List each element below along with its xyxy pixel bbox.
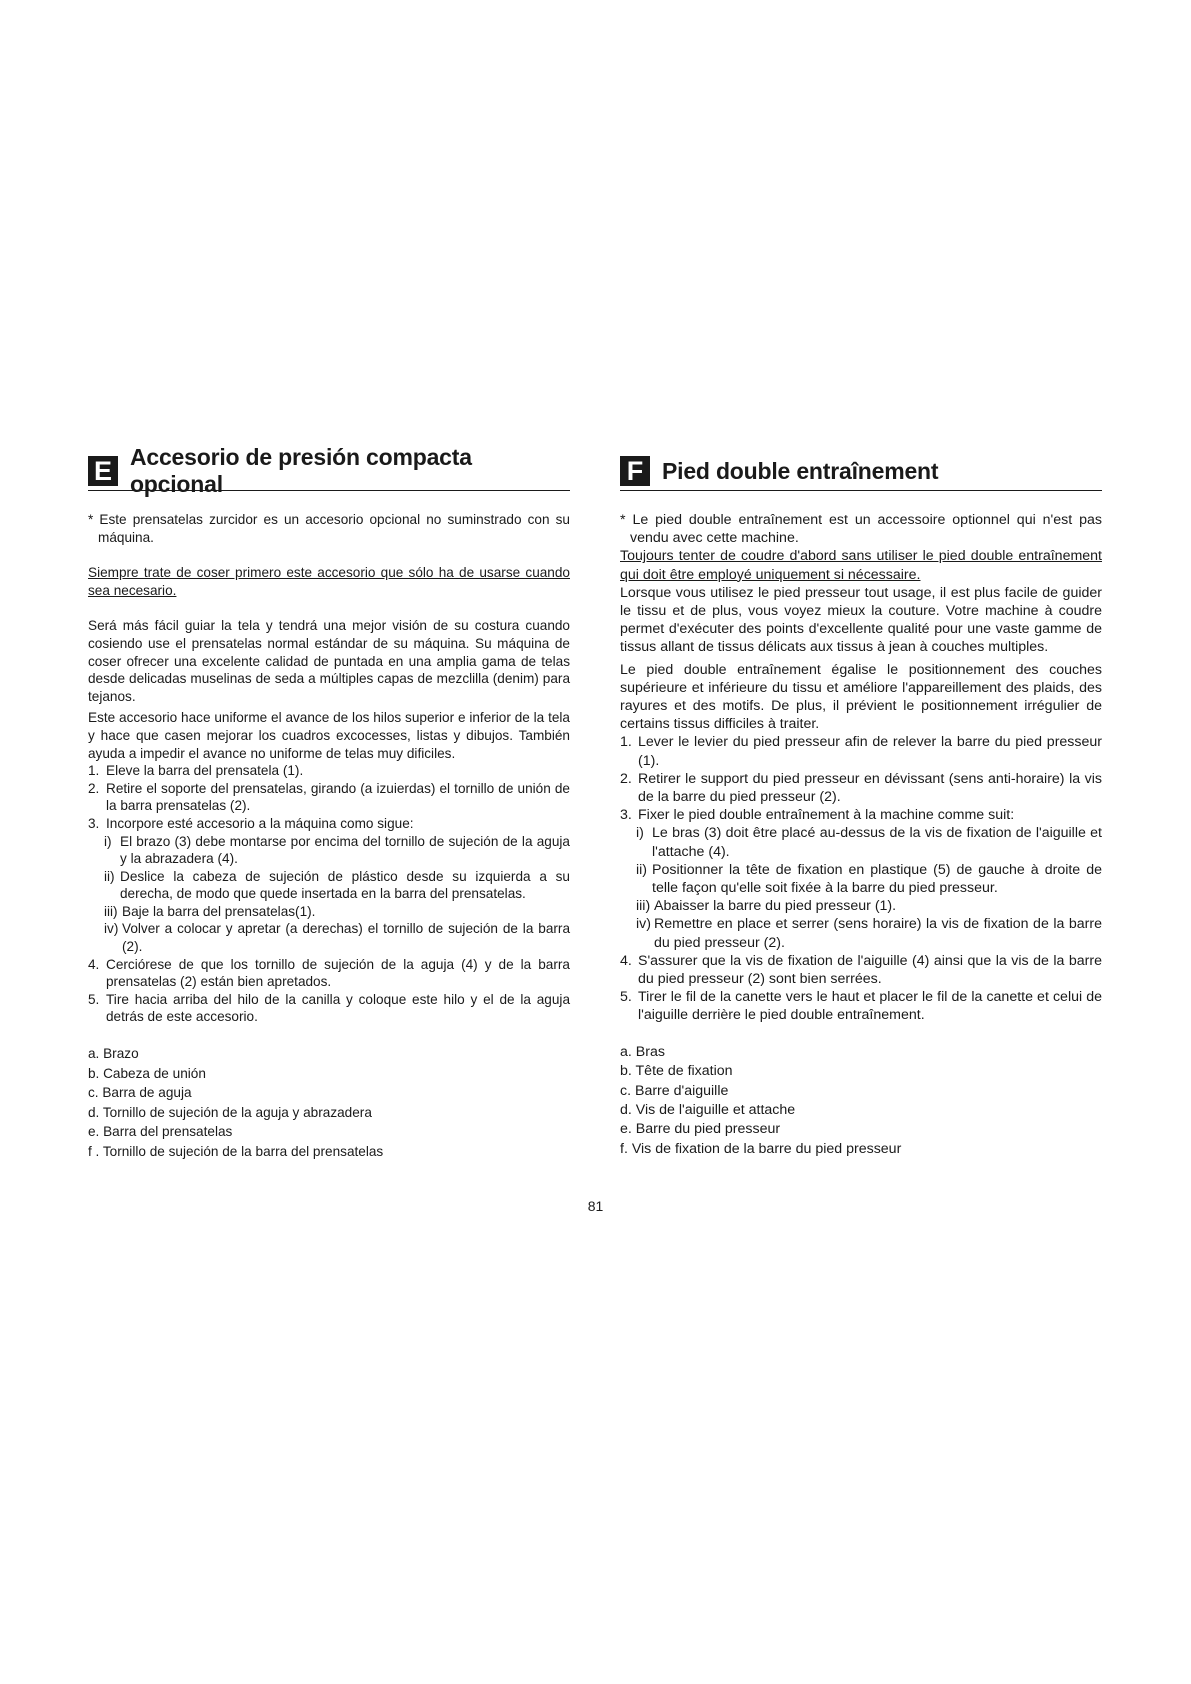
sub-list-item: iii) Baje la barra del prensatelas(1). (104, 903, 316, 919)
section-title: Accesorio de presión compacta opcional (129, 444, 472, 497)
list-item: 5. Tire hacia arriba del hilo de la canilla y coloque este hilo y el de la aguja detrás de este accesorio. (88, 991, 570, 1025)
list-item: 1. Lever le levier du pied presseur afin de relever la barre du pied presseur (1). (620, 734, 1102, 769)
legend-item: f . Tornillo de sujeción de la barra del prensatelas (88, 1144, 384, 1159)
legend-item: d. Vis de l'aiguille et attache (620, 1101, 796, 1118)
section-header (88, 444, 570, 497)
sub-list-item: iv) Remettre en place et serrer (sens horaire) la vis de fixation de la barre du pied presseur (2). (636, 916, 1102, 951)
legend-item: f. Vis de fixation de la barre du pied presseur (620, 1140, 902, 1157)
legend-item: e. Barra del prensatelas (88, 1124, 233, 1140)
list-item: 3. Incorpore esté accesorio a la máquina como sigue: (88, 815, 414, 831)
sub-list-item: ii) Positionner la tête de fixation en plastique (5) de gauche à droite de telle façon qu'elle soit fixée à la barre du pied presseur. (636, 861, 1102, 897)
parts-legend (620, 1043, 1102, 1159)
legend-item: a. Brazo (88, 1046, 139, 1062)
list-item: 2. Retire el soporte del prensatelas, girando (a izuierdas) el tornillo de unión de la barra prensatelas (2). (88, 780, 570, 814)
legend-item: b. Cabeza de unión (88, 1065, 206, 1081)
intro-paragraph: Será más fácil guiar la tela y tendrá una mejor visión de su costura cuando cosiendo use el prensatelas normal estándar de su máquina. Su máquina de coser ofrecer una excelente calidad de puntada en una amplia gama de telas desde delicadas muselinas de seda a múltiples capas de mezclilla (denim) para tejanos. (88, 618, 570, 704)
section-header (620, 452, 1102, 491)
legend-item: d. Tornillo de sujeción de la aguja y abrazadera (88, 1104, 372, 1120)
section-french (620, 452, 1102, 1159)
section-title: Pied double entraînement (662, 457, 939, 484)
usage-warning: Siempre trate de coser primero este accesorio que sólo ha de usarse cuando sea necesario. (88, 565, 570, 598)
list-item: 4. S'assurer que la vis de fixation de l'aiguille (4) ainsi que la vis de la barre du pied presseur (2) sont bien serrées. (620, 952, 1102, 988)
list-item: 4. Cerciórese de que los tornillo de sujeción de la aguja (4) y de la barra prensatelas (2) están bien apretados. (88, 956, 570, 990)
steps-list (88, 762, 570, 1026)
description-paragraph: Le pied double entraînement égalise le positionnement des couches supérieure et inférieure du tissu et améliore l'appareillement des plaids, des rayures et des motifs. De plus, il prévient le positionnement irrégulier de certains tissus difficiles à traiter. (620, 661, 1102, 733)
usage-warning: Toujours tenter de coudre d'abord sans utiliser le pied double entraînement qui doit être employé uniquement si nécessaire. (620, 548, 1102, 583)
intro-paragraph: Lorsque vous utilisez le pied presseur tout usage, il est plus facile de guider le tissu et de plus, vous voyez mieux la couture. Votre machine à coudre permet d'exécuter des points d'excellente qualité pour une vaste gamme de tissus allant de tissus délicats aux tissus à jean à couches multiples. (620, 584, 1102, 656)
sub-list-item: ii) Deslice la cabeza de sujeción de plástico desde su izquierda a su derecha, de modo que quede insertada en la barra del prensatelas. (104, 868, 570, 902)
parts-legend (88, 1044, 570, 1162)
sub-list-item: iv) Volver a colocar y apretar (a derechas) el tornillo de sujeción de la barra (2). (104, 921, 570, 955)
sub-list-item: i) El brazo (3) debe montarse por encima del tornillo de sujeción de la aguja y la abrazadera (4). (104, 833, 570, 867)
sub-list-item: iii) Abaisser la barre du pied presseur (1). (636, 898, 897, 915)
optional-note: * Este prensatelas zurcidor es un accesorio opcional no suminstrado con su máquina. (88, 512, 570, 545)
list-item: 1. Eleve la barra del prensatela (1). (88, 763, 304, 779)
language-badge: F (620, 456, 650, 486)
list-item: 5. Tirer le fil de la canette vers le haut et placer le fil de la canette et celui de l'aiguille derrière le pied double entraînement. (620, 989, 1102, 1024)
page-number: 81 (587, 1198, 604, 1214)
section-spanish (88, 444, 570, 1162)
description-paragraph: Este accesorio hace uniforme el avance de los hilos superior e inferior de la tela y hace que casen mejorar los cuadros excocesses, listas y dibujos. También ayuda a impedir el avance no uniforme de telas muy dificiles. (88, 710, 570, 761)
legend-item: c. Barre d'aiguille (620, 1082, 729, 1099)
sub-list-item: i) Le bras (3) doit être placé au-dessus de la vis de fixation de l'aiguille et l'attache (4). (636, 825, 1102, 860)
legend-item: c. Barra de aguja (88, 1085, 192, 1101)
legend-item: b. Tête de fixation (620, 1063, 733, 1080)
legend-item: a. Bras (620, 1043, 665, 1060)
optional-note: * Le pied double entraînement est un accessoire optionnel qui n'est pas vendu avec cette machine. (620, 512, 1102, 547)
steps-list (620, 733, 1102, 1024)
list-item: 3. Fixer le pied double entraînement à la machine comme suit: (620, 807, 1015, 824)
list-item: 2. Retirer le support du pied presseur en dévissant (sens anti-horaire) la vis de la barre du pied presseur (2). (620, 770, 1102, 806)
legend-item: e. Barre du pied presseur (620, 1121, 781, 1138)
language-badge: E (88, 456, 118, 486)
